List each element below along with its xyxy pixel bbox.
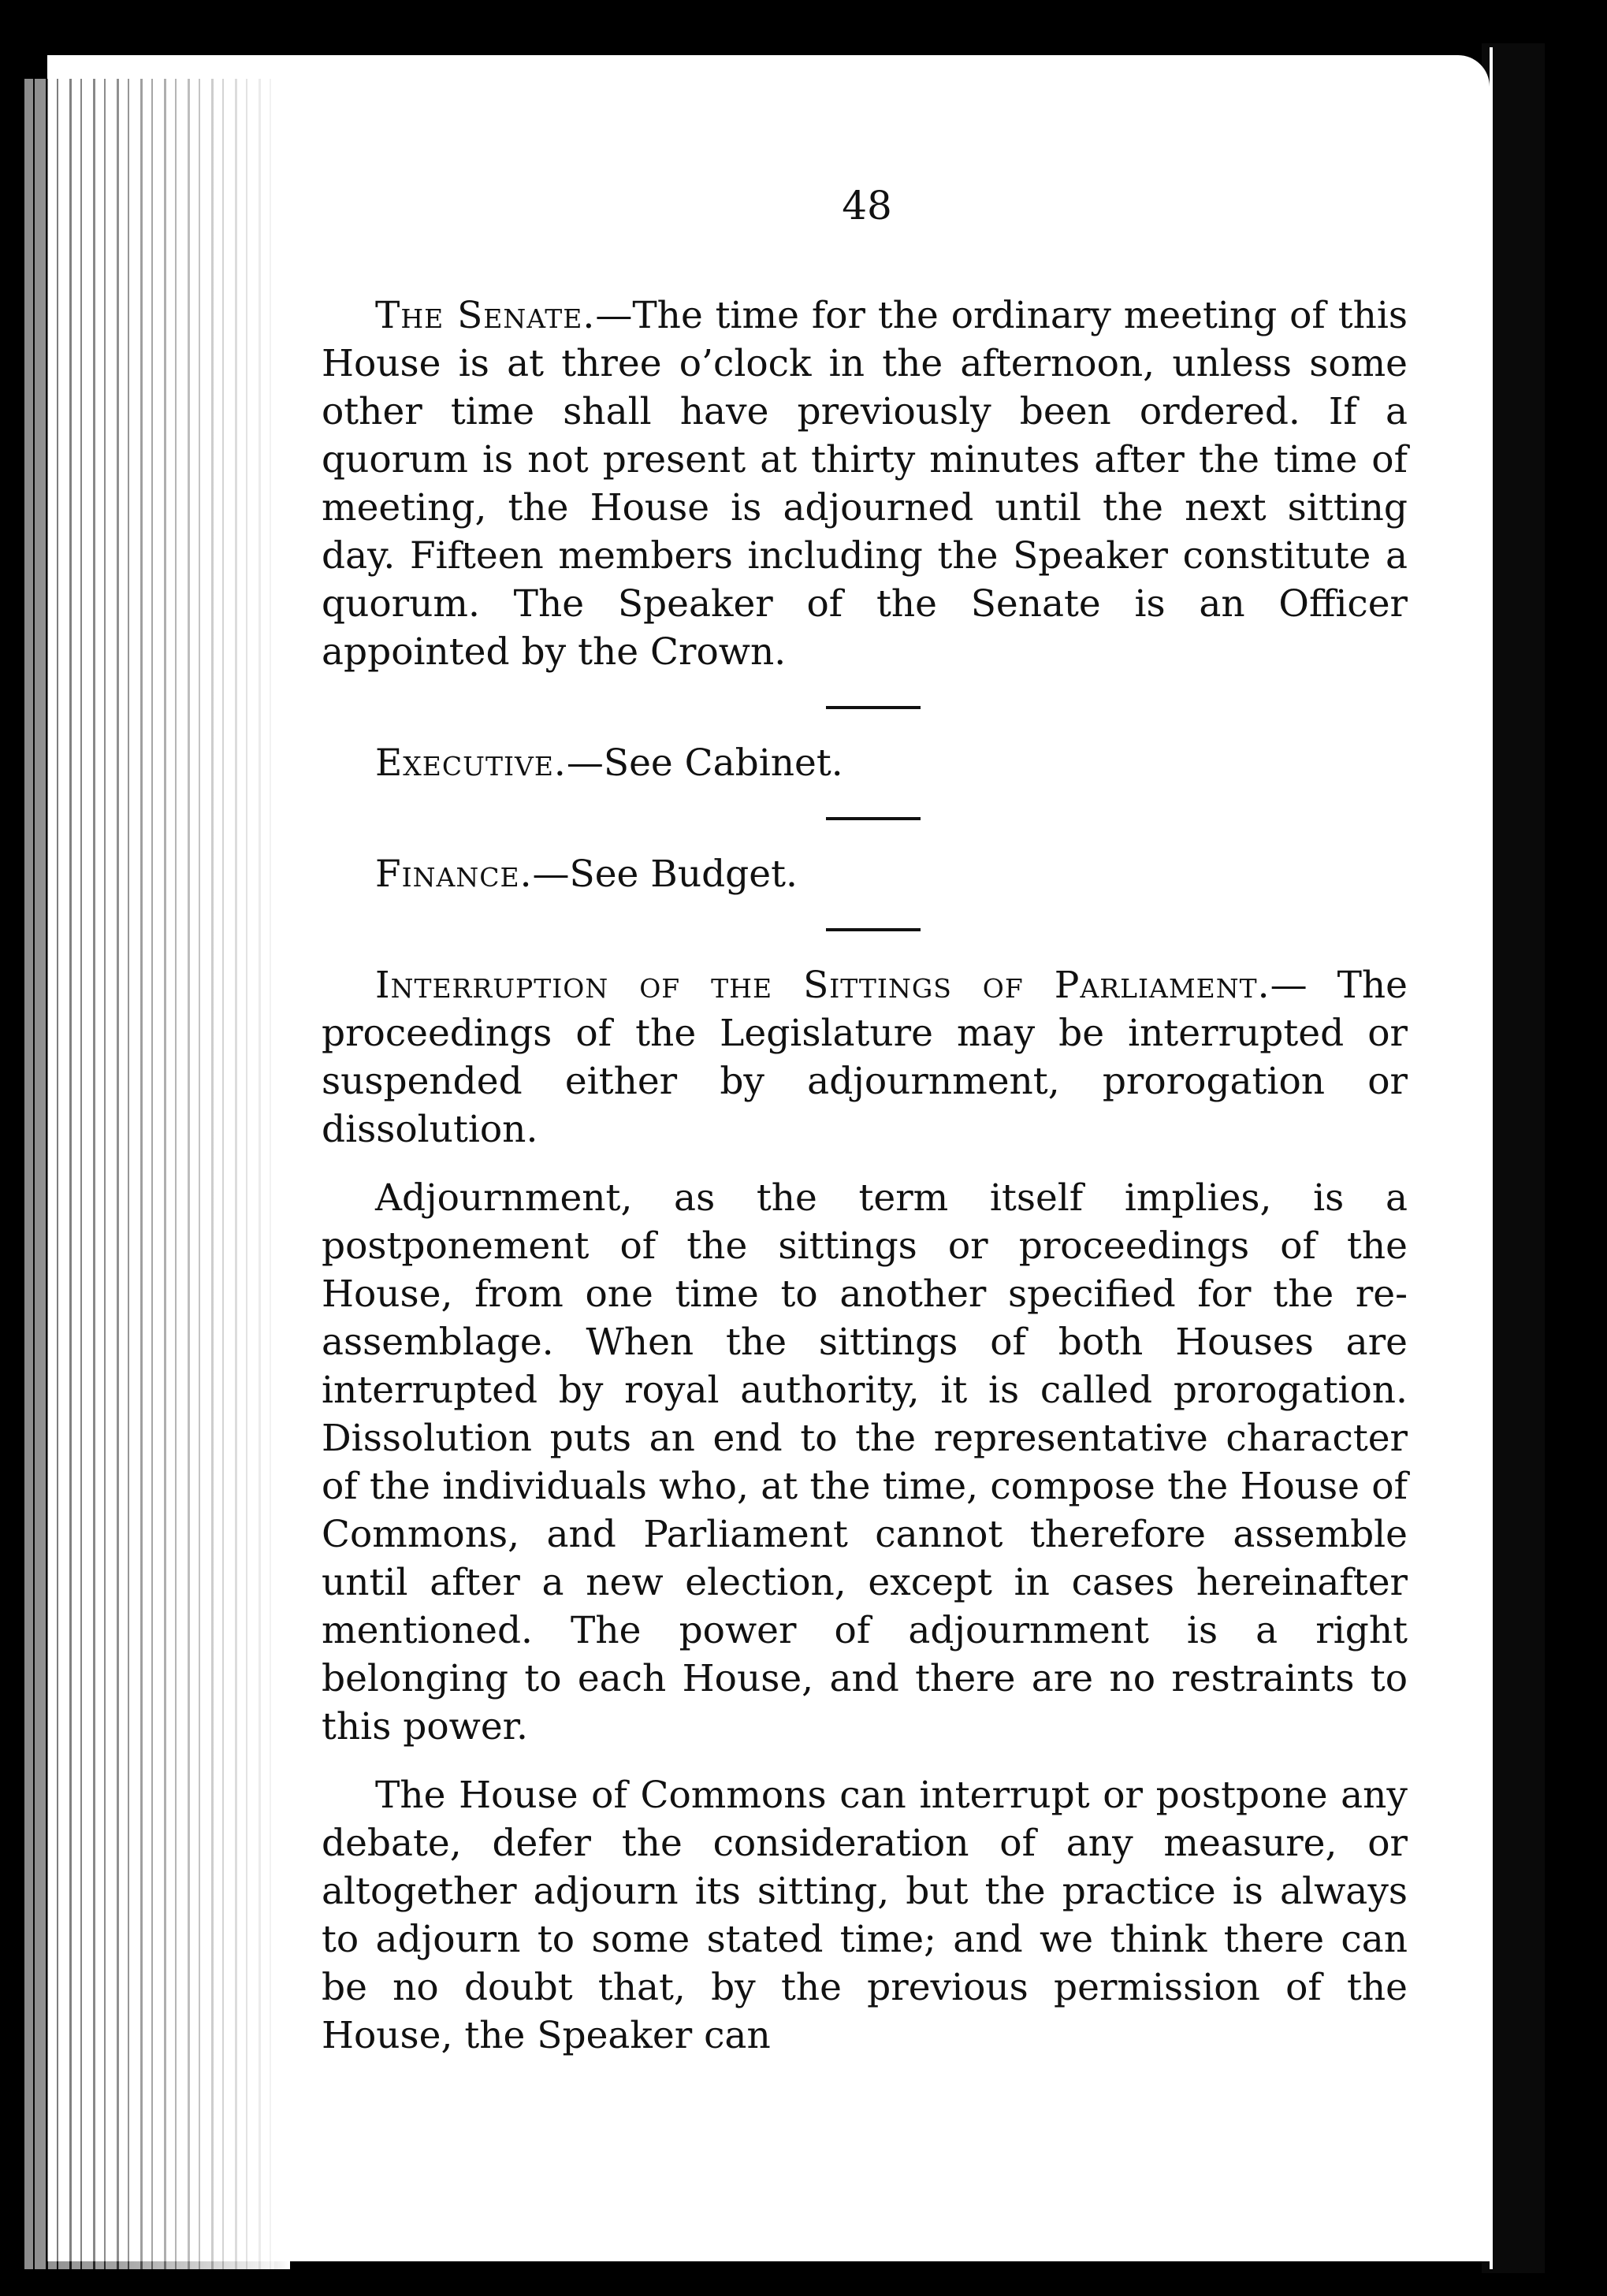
adjournment-paragraph: Adjournment, as the term itself implies, is a postponement of the sittings or proceedings of the House, from one time to another specified for the re-assemblage. When the sittings of both Houses are interrupted by royal authority, it is called prorogation. Dissolution puts an end to the representative character of the individuals who, at the time, compose the House of Commons, and Parliament cannot therefore assemble until after a new election, except in cases hereinafter mentioned. The power of adjournment is a right belonging to each House, and there are no restraints to this power. [322,1176,1408,1748]
finance-heading: Finance. [375,853,533,896]
executive-heading: Executive. [375,741,567,785]
senate-heading: The Senate. [375,294,596,337]
senate-paragraph [322,292,1408,676]
executive-text: —See Cabinet. [566,741,843,785]
finance-paragraph [322,850,1408,898]
section-rule [826,928,921,931]
interruption-heading: Interruption of the Sittings of Parliament. [375,964,1270,1007]
page-body [322,292,1408,2060]
page-gutter-fade [22,79,290,2269]
section-rule [826,706,921,709]
page-edge-line [1490,47,1493,2269]
senate-text: —The time for the ordinary meeting of this House is at three o’clock in the afternoon, unless some other time shall have previously been ordered. If a quorum is not present at thirty minutes after the time of meeting, the House is adjourned until the next sitting day. Fifteen members including the Speaker constitute a quorum. The Speaker of the Senate is an Officer appointed by the Crown. [322,294,1408,674]
finance-text: —See Budget. [532,853,798,896]
interruption-text: — The proceedings of the Legislature may be interrupted or suspended either by adjournment, prorogation or dissolution. [322,964,1408,1151]
page-number: 48 [842,183,892,228]
executive-paragraph [322,739,1408,787]
section-rule [826,817,921,820]
commons-paragraph: The House of Commons can interrupt or postpone any debate, defer the consideration of any measure, or altogether adjourn its sitting, but the practice is always to adjourn to some stated time; and we think there can be no doubt that, by the previous permission of the House, the Speaker can [322,1774,1408,2057]
interruption-paragraph [322,961,1408,1154]
